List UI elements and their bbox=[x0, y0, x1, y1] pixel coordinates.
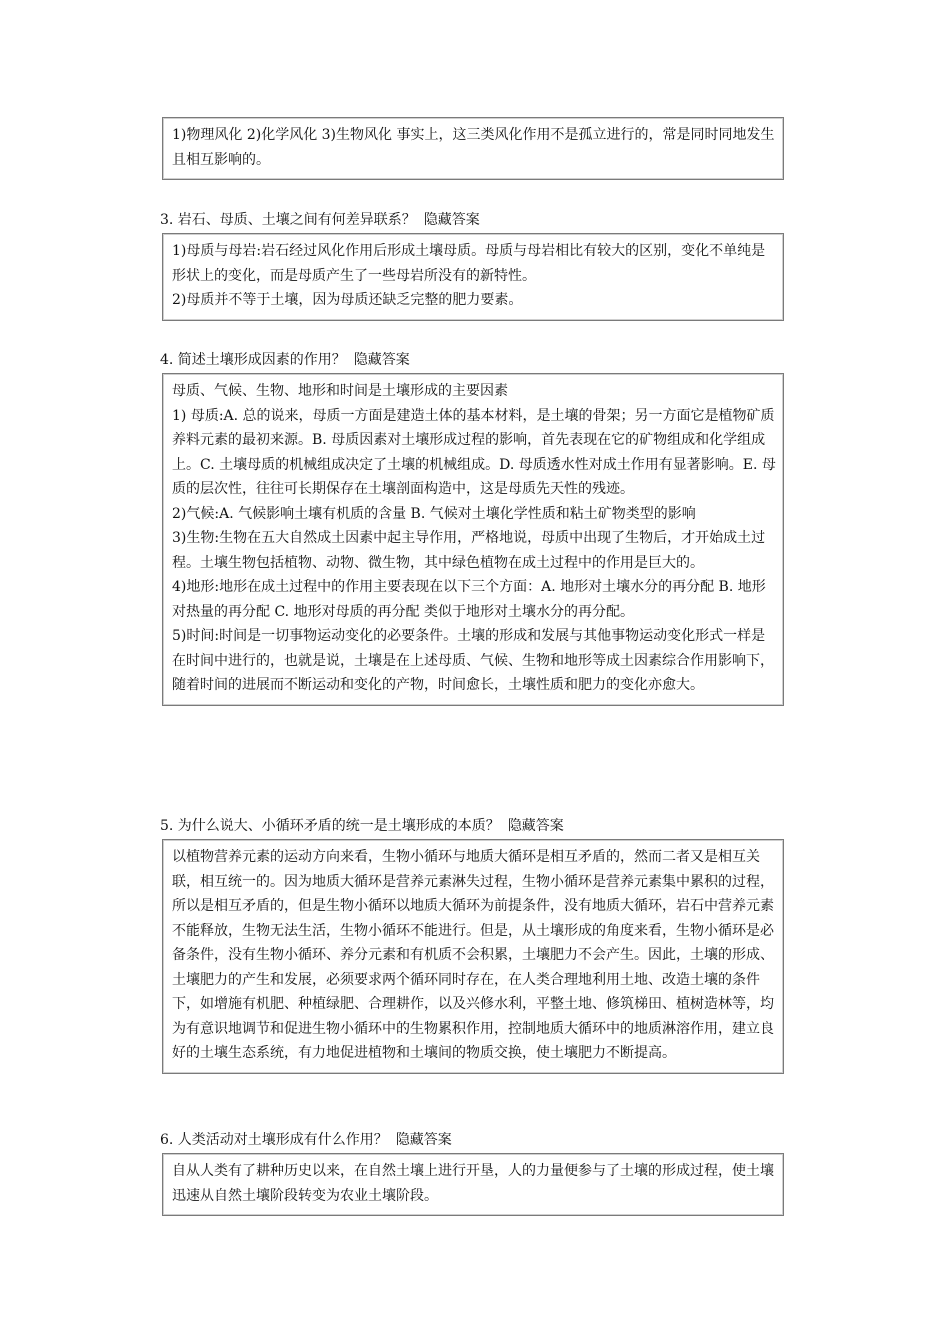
hide-answer-toggle[interactable]: 隐藏答案 bbox=[395, 1132, 452, 1148]
answer-paragraph: 母质、气候、生物、地形和时间是土壤形成的主要因素 bbox=[172, 383, 508, 399]
hide-answer-toggle[interactable]: 隐藏答案 bbox=[507, 818, 564, 834]
answer-paragraph: 5)时间:时间是一切事物运动变化的必要条件。土壤的形成和发展与其他事物运动变化形式一样是在时间中进行的，也就是说，土壤是在上述母质、气候、生物和地形等成土因素综合作用影响下，随着时间的进展而不断运动和变化的产物，时间愈长，土壤性质和肥力的变化亦愈大。 bbox=[172, 628, 774, 693]
answer-box-q3 bbox=[162, 233, 784, 321]
answer-paragraph: 3)生物:生物在五大自然成土因素中起主导作用，严格地说，母质中出现了生物后，才开始成土过程。土壤生物包括植物、动物、微生物，其中绿色植物在成土过程中的作用是巨大的。 bbox=[172, 530, 766, 571]
answer-paragraph: 2)母质并不等于土壤，因为母质还缺乏完整的肥力要素。 bbox=[172, 292, 523, 308]
answer-paragraph: 1)物理风化 2)化学风化 3)生物风化 事实上，这三类风化作用不是孤立进行的，常是同时同地发生且相互影响的。 bbox=[172, 127, 775, 168]
hide-answer-toggle[interactable]: 隐藏答案 bbox=[423, 212, 480, 228]
answer-paragraph: 1)母质与母岩:岩石经过风化作用后形成土壤母质。母质与母岩相比有较大的区别，变化不单纯是形状上的变化，而是母质产生了一些母岩所没有的新特性。 bbox=[172, 243, 766, 284]
answer-box-q2 bbox=[162, 117, 784, 180]
answer-paragraph: 1) 母质:A. 总的说来，母质一方面是建造土体的基本材料，是土壤的骨架；另一方面它是植物矿质养料元素的最初来源。B. 母质因素对土壤形成过程的影响，首先表现在它的矿物组成和化学组成上。C. 土壤母质的机械组成决定了土壤的机械组成。D. 母质透水性对成土作用有显著影响。E. 母质的层次性，往往可长期保存在土壤剖面构造中，这是母质先天性的残迹。 bbox=[172, 407, 776, 497]
question-title: 4. 简述土壤形成因素的作用？ bbox=[160, 352, 346, 368]
question-6 bbox=[160, 1130, 452, 1150]
question-5 bbox=[160, 816, 564, 836]
answer-box-q6 bbox=[162, 1153, 784, 1216]
answer-box-q4 bbox=[162, 373, 784, 706]
hide-answer-toggle[interactable]: 隐藏答案 bbox=[353, 352, 410, 368]
question-title: 5. 为什么说大、小循环矛盾的统一是土壤形成的本质？ bbox=[160, 818, 500, 834]
question-title: 3. 岩石、母质、土壤之间有何差异联系？ bbox=[160, 212, 416, 228]
answer-paragraph: 2)气候:A. 气候影响土壤有机质的含量 B. 气候对土壤化学性质和粘土矿物类型的影响 bbox=[172, 505, 696, 522]
answer-paragraph: 自从人类有了耕种历史以来，在自然土壤上进行开垦，人的力量便参与了土壤的形成过程，使土壤迅速从自然土壤阶段转变为农业土壤阶段。 bbox=[172, 1163, 774, 1204]
answer-paragraph: 4)地形:地形在成土过程中的作用主要表现在以下三个方面：A. 地形对土壤水分的再分配 B. 地形对热量的再分配 C. 地形对母质的再分配 类似于地形对土壤水分的再分配。 bbox=[172, 579, 766, 620]
question-title: 6. 人类活动对土壤形成有什么作用？ bbox=[160, 1132, 388, 1148]
question-4 bbox=[160, 350, 410, 370]
answer-paragraph: 以植物营养元素的运动方向来看，生物小循环与地质大循环是相互矛盾的，然而二者又是相互关联，相互统一的。因为地质大循环是营养元素淋失过程，生物小循环是营养元素集中累积的过程，所以是相互矛盾的，但是生物小循环以地质大循环为前提条件，没有地质大循环，岩石中营养元素不能释放，生物无法生活，生物小循环不能进行。但是，从土壤形成的角度来看，生物小循环是必备条件，没有生物小循环、养分元素和有机质不会积累，土壤肥力不会产生。因此，土壤的形成、土壤肥力的产生和发展，必须要求两个循环同时存在，在人类合理地利用土地、改造土壤的条件下，如增施有机肥、种植绿肥、合理耕作，以及兴修水利，平整土地、修筑梯田、植树造林等，均为有意识地调节和促进生物小循环中的生物累积作用，控制地质大循环中的地质淋溶作用，建立良好的土壤生态系统，有力地促进植物和土壤间的物质交换，使土壤肥力不断提高。 bbox=[172, 849, 774, 1061]
question-3 bbox=[160, 210, 480, 230]
answer-box-q5 bbox=[162, 839, 784, 1074]
